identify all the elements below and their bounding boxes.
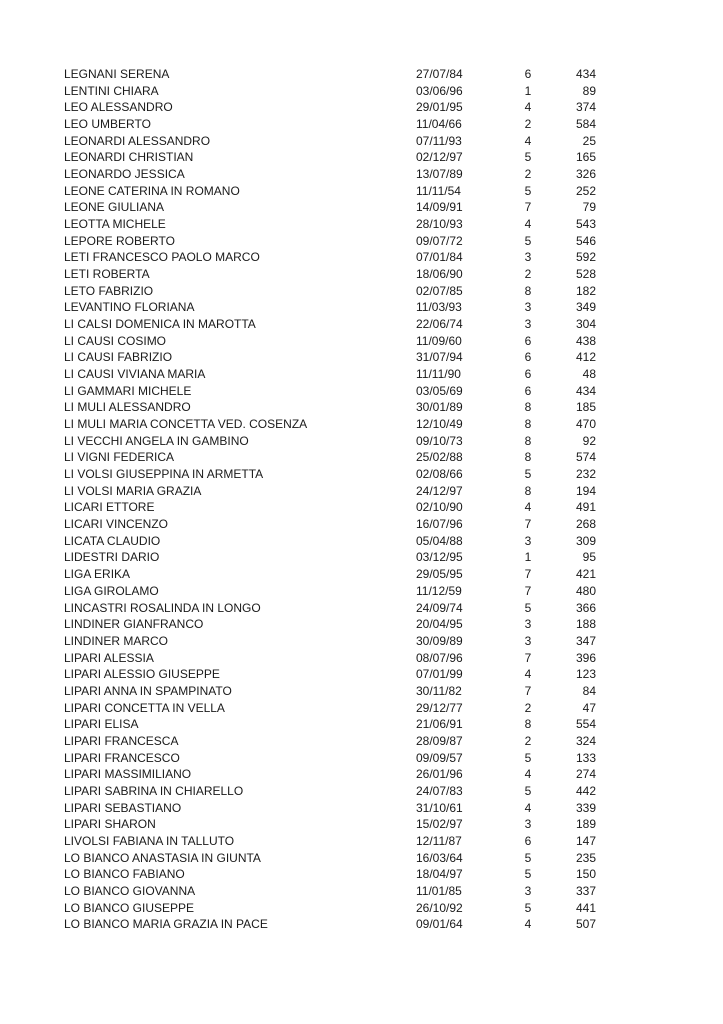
count-cell: 2 bbox=[524, 700, 532, 715]
date-cell: 29/12/77 bbox=[416, 700, 463, 715]
count-cell: 3 bbox=[524, 317, 532, 332]
date-cell: 09/07/72 bbox=[416, 233, 463, 248]
number-cell: 574 bbox=[575, 450, 596, 465]
number-cell: 528 bbox=[575, 267, 596, 282]
date-cell: 26/01/96 bbox=[416, 767, 463, 782]
count-cell: 1 bbox=[524, 550, 532, 565]
table-row bbox=[0, 233, 723, 250]
table-row bbox=[0, 633, 723, 650]
number-cell: 268 bbox=[575, 517, 596, 532]
count-cell: 5 bbox=[524, 467, 532, 482]
number-cell: 326 bbox=[575, 167, 596, 182]
number-cell: 441 bbox=[575, 900, 596, 915]
date-cell: 20/04/95 bbox=[416, 617, 463, 632]
table-row bbox=[0, 466, 723, 483]
count-cell: 5 bbox=[524, 600, 532, 615]
name-cell: LI MULI MARIA CONCETTA VED. COSENZA bbox=[64, 417, 308, 432]
count-cell: 5 bbox=[524, 850, 532, 865]
count-cell: 5 bbox=[524, 867, 532, 882]
name-cell: LEO UMBERTO bbox=[64, 117, 151, 132]
count-cell: 5 bbox=[524, 150, 532, 165]
count-cell: 4 bbox=[524, 100, 532, 115]
number-cell: 339 bbox=[575, 800, 596, 815]
name-cell: LIDESTRI DARIO bbox=[64, 550, 160, 565]
count-cell: 2 bbox=[524, 117, 532, 132]
date-cell: 24/07/83 bbox=[416, 783, 463, 798]
table-row bbox=[0, 850, 723, 867]
number-cell: 421 bbox=[575, 567, 596, 582]
table-row bbox=[0, 566, 723, 583]
name-cell: LI VOLSI GIUSEPPINA IN ARMETTA bbox=[64, 467, 264, 482]
count-cell: 5 bbox=[524, 783, 532, 798]
number-cell: 25 bbox=[582, 133, 596, 148]
date-cell: 24/12/97 bbox=[416, 483, 463, 498]
name-cell: LIVOLSI FABIANA IN TALLUTO bbox=[64, 833, 235, 848]
name-cell: LEONE GIULIANA bbox=[64, 200, 165, 215]
table-row bbox=[0, 766, 723, 783]
date-cell: 12/11/87 bbox=[416, 833, 462, 848]
date-cell: 31/07/94 bbox=[416, 350, 463, 365]
table-row bbox=[0, 399, 723, 416]
date-cell: 26/10/92 bbox=[416, 900, 463, 915]
date-cell: 24/09/74 bbox=[416, 600, 463, 615]
name-cell: LEONARDO JESSICA bbox=[64, 167, 185, 182]
count-cell: 4 bbox=[524, 800, 532, 815]
number-cell: 491 bbox=[575, 500, 596, 515]
name-cell: LI VOLSI MARIA GRAZIA bbox=[64, 483, 202, 498]
number-cell: 480 bbox=[575, 583, 596, 598]
table-row bbox=[0, 516, 723, 533]
number-cell: 47 bbox=[582, 700, 596, 715]
count-cell: 3 bbox=[524, 633, 532, 648]
date-cell: 11/11/54 bbox=[416, 183, 461, 198]
date-cell: 07/01/99 bbox=[416, 667, 463, 682]
number-cell: 235 bbox=[575, 850, 596, 865]
count-cell: 8 bbox=[524, 417, 532, 432]
table-row bbox=[0, 299, 723, 316]
number-cell: 507 bbox=[575, 917, 596, 932]
number-cell: 133 bbox=[575, 750, 596, 765]
date-cell: 05/04/88 bbox=[416, 533, 463, 548]
date-cell: 28/09/87 bbox=[416, 733, 463, 748]
name-cell: LIGA GIROLAMO bbox=[64, 583, 159, 598]
name-cell: LI CAUSI COSIMO bbox=[64, 333, 167, 348]
table-row bbox=[0, 883, 723, 900]
date-cell: 11/01/85 bbox=[416, 883, 462, 898]
date-cell: 30/01/89 bbox=[416, 400, 463, 415]
table-row bbox=[0, 316, 723, 333]
table-row bbox=[0, 116, 723, 133]
date-cell: 18/06/90 bbox=[416, 267, 463, 282]
count-cell: 2 bbox=[524, 733, 532, 748]
number-cell: 543 bbox=[575, 217, 596, 232]
number-cell: 84 bbox=[582, 683, 596, 698]
number-cell: 337 bbox=[575, 883, 596, 898]
table-row bbox=[0, 149, 723, 166]
number-cell: 366 bbox=[575, 600, 596, 615]
number-cell: 92 bbox=[582, 433, 596, 448]
date-cell: 15/02/97 bbox=[416, 817, 463, 832]
table-row bbox=[0, 800, 723, 817]
number-cell: 95 bbox=[582, 550, 596, 565]
name-cell: LIPARI SEBASTIANO bbox=[64, 800, 182, 815]
date-cell: 09/09/57 bbox=[416, 750, 463, 765]
name-cell: LIPARI ELISA bbox=[64, 717, 139, 732]
count-cell: 6 bbox=[524, 383, 532, 398]
number-cell: 79 bbox=[582, 200, 596, 215]
date-cell: 13/07/89 bbox=[416, 167, 463, 182]
table-row bbox=[0, 433, 723, 450]
count-cell: 3 bbox=[524, 617, 532, 632]
date-cell: 11/12/59 bbox=[416, 583, 462, 598]
table-row bbox=[0, 99, 723, 116]
count-cell: 8 bbox=[524, 717, 532, 732]
date-cell: 11/09/60 bbox=[416, 333, 462, 348]
table-row bbox=[0, 783, 723, 800]
number-cell: 232 bbox=[575, 467, 596, 482]
table-row bbox=[0, 199, 723, 216]
count-cell: 7 bbox=[524, 567, 532, 582]
name-cell: LENTINI CHIARA bbox=[64, 83, 159, 98]
count-cell: 6 bbox=[524, 350, 532, 365]
table-row bbox=[0, 266, 723, 283]
table-row bbox=[0, 666, 723, 683]
count-cell: 3 bbox=[524, 300, 532, 315]
date-cell: 02/08/66 bbox=[416, 467, 463, 482]
name-cell: LEPORE ROBERTO bbox=[64, 233, 175, 248]
date-cell: 21/06/91 bbox=[416, 717, 463, 732]
date-cell: 27/07/84 bbox=[416, 67, 463, 81]
table-row bbox=[0, 499, 723, 516]
table-row bbox=[0, 349, 723, 366]
name-cell: LI CAUSI VIVIANA MARIA bbox=[64, 367, 206, 382]
table-row bbox=[0, 650, 723, 667]
name-cell: LO BIANCO ANASTASIA IN GIUNTA bbox=[64, 850, 261, 865]
date-cell: 07/11/93 bbox=[416, 133, 462, 148]
date-cell: 11/03/93 bbox=[416, 300, 462, 315]
name-cell: LI GAMMARI MICHELE bbox=[64, 383, 192, 398]
date-cell: 14/09/91 bbox=[416, 200, 463, 215]
number-cell: 396 bbox=[575, 650, 596, 665]
number-cell: 584 bbox=[575, 117, 596, 132]
count-cell: 6 bbox=[524, 333, 532, 348]
table-row bbox=[0, 166, 723, 183]
table-row bbox=[0, 900, 723, 917]
count-cell: 6 bbox=[524, 367, 532, 382]
name-cell: LO BIANCO GIOVANNA bbox=[64, 883, 196, 898]
table-row bbox=[0, 600, 723, 617]
date-cell: 02/12/97 bbox=[416, 150, 463, 165]
number-cell: 274 bbox=[575, 767, 596, 782]
table-row bbox=[0, 549, 723, 566]
count-cell: 8 bbox=[524, 450, 532, 465]
date-cell: 30/11/82 bbox=[416, 683, 462, 698]
name-cell: LINCASTRI ROSALINDA IN LONGO bbox=[64, 600, 261, 615]
date-cell: 28/10/93 bbox=[416, 217, 463, 232]
date-cell: 29/01/95 bbox=[416, 100, 463, 115]
number-cell: 252 bbox=[575, 183, 596, 198]
number-cell: 182 bbox=[575, 283, 596, 298]
name-cell: LETI FRANCESCO PAOLO MARCO bbox=[64, 250, 260, 265]
number-cell: 189 bbox=[575, 817, 596, 832]
table-row bbox=[0, 449, 723, 466]
count-cell: 3 bbox=[524, 817, 532, 832]
table-row bbox=[0, 283, 723, 300]
name-cell: LINDINER GIANFRANCO bbox=[64, 617, 204, 632]
table-row bbox=[0, 66, 723, 83]
count-cell: 5 bbox=[524, 750, 532, 765]
count-cell: 8 bbox=[524, 400, 532, 415]
number-cell: 470 bbox=[575, 417, 596, 432]
name-cell: LICARI VINCENZO bbox=[64, 517, 169, 532]
number-cell: 185 bbox=[575, 400, 596, 415]
number-cell: 442 bbox=[575, 783, 596, 798]
count-cell: 7 bbox=[524, 200, 532, 215]
date-cell: 03/06/96 bbox=[416, 83, 463, 98]
date-cell: 03/12/95 bbox=[416, 550, 463, 565]
count-cell: 7 bbox=[524, 583, 532, 598]
name-cell: LIGA ERIKA bbox=[64, 567, 131, 582]
name-cell: LEONE CATERINA IN ROMANO bbox=[64, 183, 240, 198]
count-cell: 7 bbox=[524, 517, 532, 532]
count-cell: 4 bbox=[524, 133, 532, 148]
name-cell: LIPARI ANNA IN SPAMPINATO bbox=[64, 683, 232, 698]
number-cell: 188 bbox=[575, 617, 596, 632]
count-cell: 2 bbox=[524, 167, 532, 182]
name-cell: LIPARI MASSIMILIANO bbox=[64, 767, 192, 782]
name-cell: LETO FABRIZIO bbox=[64, 283, 154, 298]
name-cell: LEO ALESSANDRO bbox=[64, 100, 173, 115]
table-row bbox=[0, 750, 723, 767]
number-cell: 546 bbox=[575, 233, 596, 248]
number-cell: 349 bbox=[575, 300, 596, 315]
table-row bbox=[0, 866, 723, 883]
number-cell: 48 bbox=[582, 367, 596, 382]
date-cell: 16/07/96 bbox=[416, 517, 463, 532]
date-cell: 11/04/66 bbox=[416, 117, 462, 132]
number-cell: 347 bbox=[575, 633, 596, 648]
count-cell: 2 bbox=[524, 267, 532, 282]
table-row bbox=[0, 683, 723, 700]
count-cell: 6 bbox=[524, 833, 532, 848]
number-cell: 374 bbox=[575, 100, 596, 115]
date-cell: 03/05/69 bbox=[416, 383, 463, 398]
table-row bbox=[0, 383, 723, 400]
table-row bbox=[0, 416, 723, 433]
name-cell: LI CALSI DOMENICA IN MAROTTA bbox=[64, 317, 256, 332]
name-cell: LETI ROBERTA bbox=[64, 267, 150, 282]
number-cell: 165 bbox=[575, 150, 596, 165]
number-cell: 147 bbox=[575, 833, 596, 848]
count-cell: 5 bbox=[524, 183, 532, 198]
number-cell: 309 bbox=[575, 533, 596, 548]
table-row bbox=[0, 366, 723, 383]
table-row bbox=[0, 733, 723, 750]
count-cell: 7 bbox=[524, 683, 532, 698]
name-cell: LICARI ETTORE bbox=[64, 500, 155, 515]
name-cell: LEGNANI SERENA bbox=[64, 67, 170, 81]
table-row bbox=[0, 83, 723, 100]
table-row bbox=[0, 583, 723, 600]
date-cell: 31/10/61 bbox=[416, 800, 463, 815]
name-cell: LIPARI FRANCESCA bbox=[64, 733, 179, 748]
count-cell: 3 bbox=[524, 883, 532, 898]
count-cell: 4 bbox=[524, 217, 532, 232]
name-cell: LI VIGNI FEDERICA bbox=[64, 450, 175, 465]
date-cell: 12/10/49 bbox=[416, 417, 463, 432]
count-cell: 8 bbox=[524, 433, 532, 448]
number-cell: 434 bbox=[575, 67, 596, 81]
count-cell: 1 bbox=[524, 83, 532, 98]
number-cell: 438 bbox=[575, 333, 596, 348]
table-row bbox=[0, 916, 723, 933]
count-cell: 3 bbox=[524, 250, 532, 265]
table-row bbox=[0, 183, 723, 200]
number-cell: 89 bbox=[582, 83, 596, 98]
name-cell: LICATA CLAUDIO bbox=[64, 533, 161, 548]
number-cell: 123 bbox=[575, 667, 596, 682]
table-row bbox=[0, 816, 723, 833]
name-cell: LO BIANCO GIUSEPPE bbox=[64, 900, 195, 915]
name-cell: LIPARI FRANCESCO bbox=[64, 750, 180, 765]
date-cell: 07/01/84 bbox=[416, 250, 463, 265]
name-cell: LI CAUSI FABRIZIO bbox=[64, 350, 173, 365]
table-row bbox=[0, 616, 723, 633]
name-cell: LEONARDI CHRISTIAN bbox=[64, 150, 194, 165]
date-cell: 02/07/85 bbox=[416, 283, 463, 298]
number-cell: 412 bbox=[575, 350, 596, 365]
name-cell: LIPARI SHARON bbox=[64, 817, 156, 832]
count-cell: 7 bbox=[524, 650, 532, 665]
number-cell: 554 bbox=[575, 717, 596, 732]
table-row bbox=[0, 133, 723, 150]
date-cell: 22/06/74 bbox=[416, 317, 463, 332]
table-row bbox=[0, 216, 723, 233]
count-cell: 8 bbox=[524, 483, 532, 498]
table-row bbox=[0, 716, 723, 733]
name-cell: LEOTTA MICHELE bbox=[64, 217, 166, 232]
count-cell: 5 bbox=[524, 233, 532, 248]
name-cell: LI VECCHI ANGELA IN GAMBINO bbox=[64, 433, 249, 448]
date-cell: 25/02/88 bbox=[416, 450, 463, 465]
name-list-table bbox=[0, 66, 723, 933]
name-cell: LIPARI ALESSIA bbox=[64, 650, 154, 665]
date-cell: 08/07/96 bbox=[416, 650, 463, 665]
count-cell: 4 bbox=[524, 917, 532, 932]
table-row bbox=[0, 333, 723, 350]
table-row bbox=[0, 833, 723, 850]
date-cell: 29/05/95 bbox=[416, 567, 463, 582]
date-cell: 09/10/73 bbox=[416, 433, 463, 448]
table-row bbox=[0, 483, 723, 500]
number-cell: 194 bbox=[575, 483, 596, 498]
number-cell: 434 bbox=[575, 383, 596, 398]
count-cell: 6 bbox=[524, 67, 532, 81]
count-cell: 8 bbox=[524, 283, 532, 298]
count-cell: 5 bbox=[524, 900, 532, 915]
count-cell: 3 bbox=[524, 533, 532, 548]
number-cell: 304 bbox=[575, 317, 596, 332]
name-cell: LEVANTINO FLORIANA bbox=[64, 300, 195, 315]
date-cell: 30/09/89 bbox=[416, 633, 463, 648]
number-cell: 592 bbox=[575, 250, 596, 265]
name-cell: LO BIANCO MARIA GRAZIA IN PACE bbox=[64, 917, 268, 932]
name-cell: LIPARI ALESSIO GIUSEPPE bbox=[64, 667, 220, 682]
count-cell: 4 bbox=[524, 767, 532, 782]
name-cell: LIPARI CONCETTA IN VELLA bbox=[64, 700, 225, 715]
date-cell: 11/11/90 bbox=[416, 367, 461, 382]
name-cell: LEONARDI ALESSANDRO bbox=[64, 133, 211, 148]
count-cell: 4 bbox=[524, 500, 532, 515]
name-cell: LIPARI SABRINA IN CHIARELLO bbox=[64, 783, 244, 798]
number-cell: 150 bbox=[575, 867, 596, 882]
date-cell: 09/01/64 bbox=[416, 917, 463, 932]
date-cell: 02/10/90 bbox=[416, 500, 463, 515]
name-cell: LINDINER MARCO bbox=[64, 633, 169, 648]
table-row bbox=[0, 249, 723, 266]
table-row bbox=[0, 533, 723, 550]
name-cell: LI MULI ALESSANDRO bbox=[64, 400, 191, 415]
table-row bbox=[0, 700, 723, 717]
number-cell: 324 bbox=[575, 733, 596, 748]
count-cell: 4 bbox=[524, 667, 532, 682]
date-cell: 16/03/64 bbox=[416, 850, 463, 865]
date-cell: 18/04/97 bbox=[416, 867, 463, 882]
name-cell: LO BIANCO FABIANO bbox=[64, 867, 185, 882]
